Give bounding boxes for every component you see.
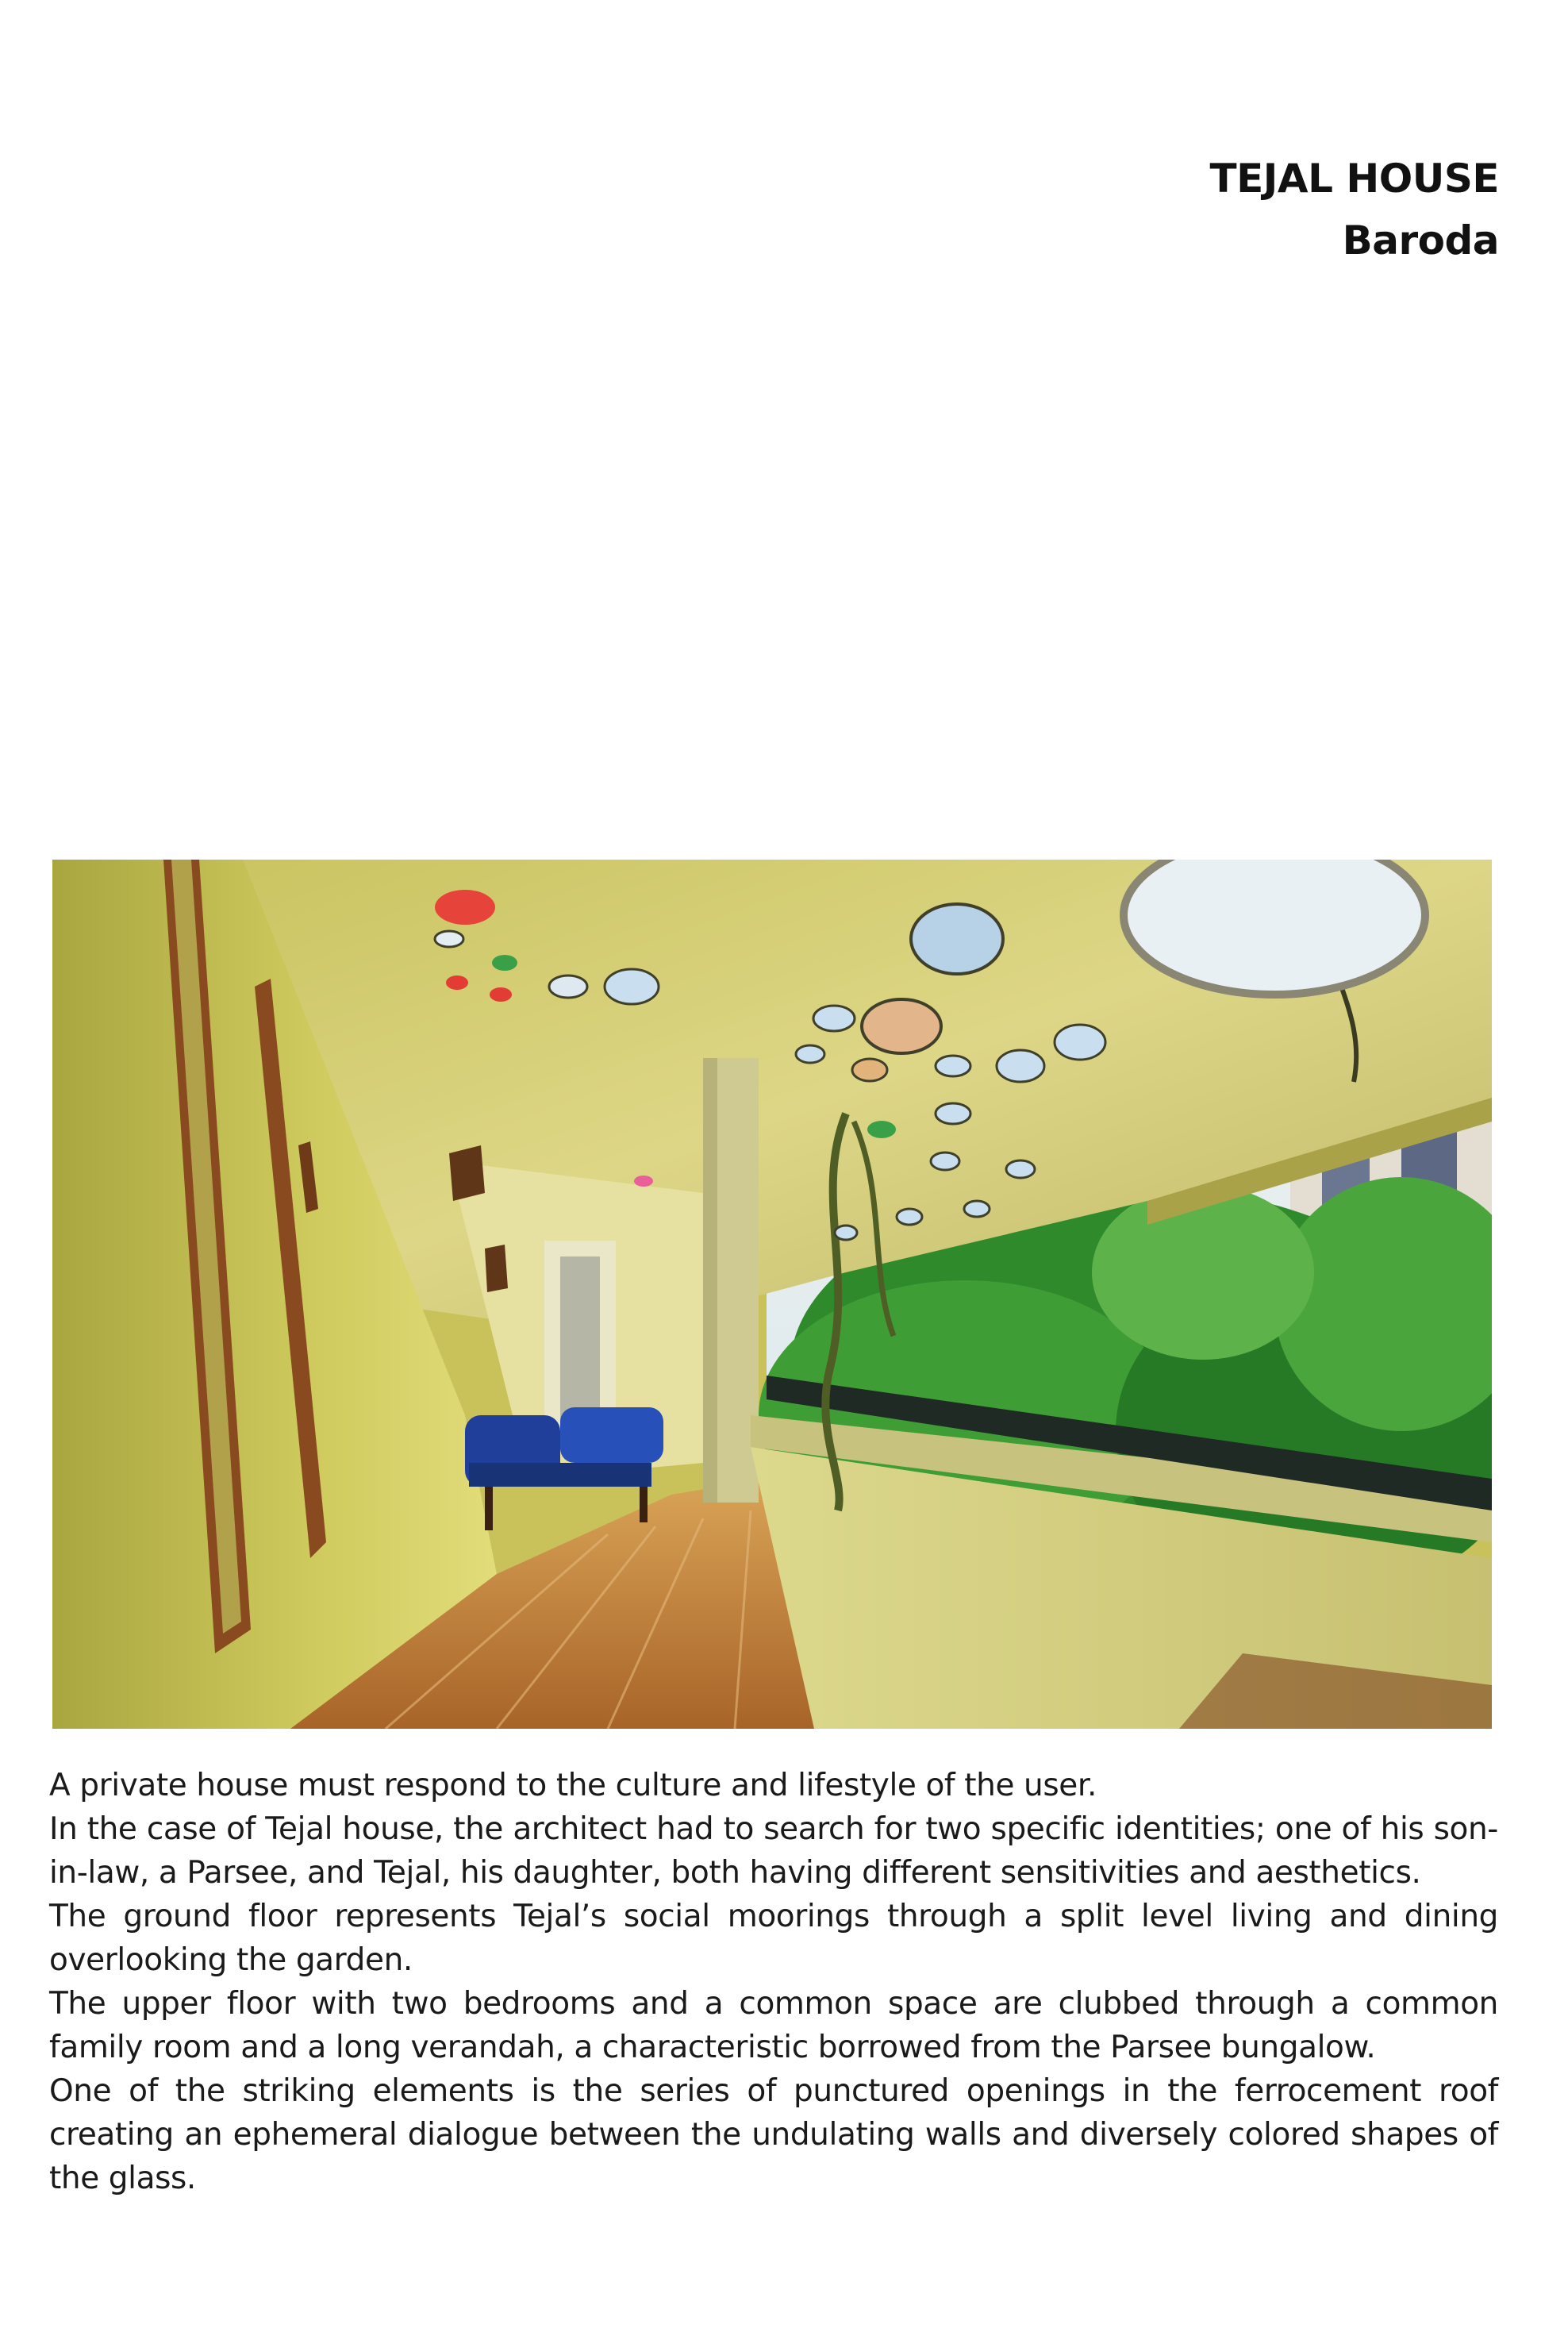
description-paragraph: In the case of Tejal house, the architect had to search for two specific identities; one of his son-in-law, a Parsee, and Tejal, his daughter, both having different sensitivities and aesthetics. bbox=[49, 1811, 1498, 1891]
verandah-illustration bbox=[52, 860, 1492, 1729]
description-paragraph: The upper floor with two bedrooms and a common space are clubbed through a common family room and a long verandah, a characteristic borrowed from the Parsee bungalow. bbox=[49, 1986, 1498, 2065]
verandah-photo bbox=[52, 860, 1492, 1729]
description-paragraph: A private house must respond to the culture and lifestyle of the user. bbox=[49, 1768, 1097, 1803]
description-paragraph: One of the striking elements is the series of punctured openings in the ferrocement roof creating an ephemeral dialogue between the undulating walls and diversely colored shapes of the glass. bbox=[49, 2073, 1498, 2196]
page-title: TEJAL HOUSE bbox=[1209, 156, 1499, 202]
page-subtitle: Baroda bbox=[1342, 217, 1499, 264]
description-paragraph: The ground floor represents Tejal’s social moorings through a split level living and dining overlooking the garden. bbox=[49, 1899, 1498, 1978]
page-header bbox=[1210, 148, 1499, 271]
description bbox=[49, 1764, 1498, 2200]
